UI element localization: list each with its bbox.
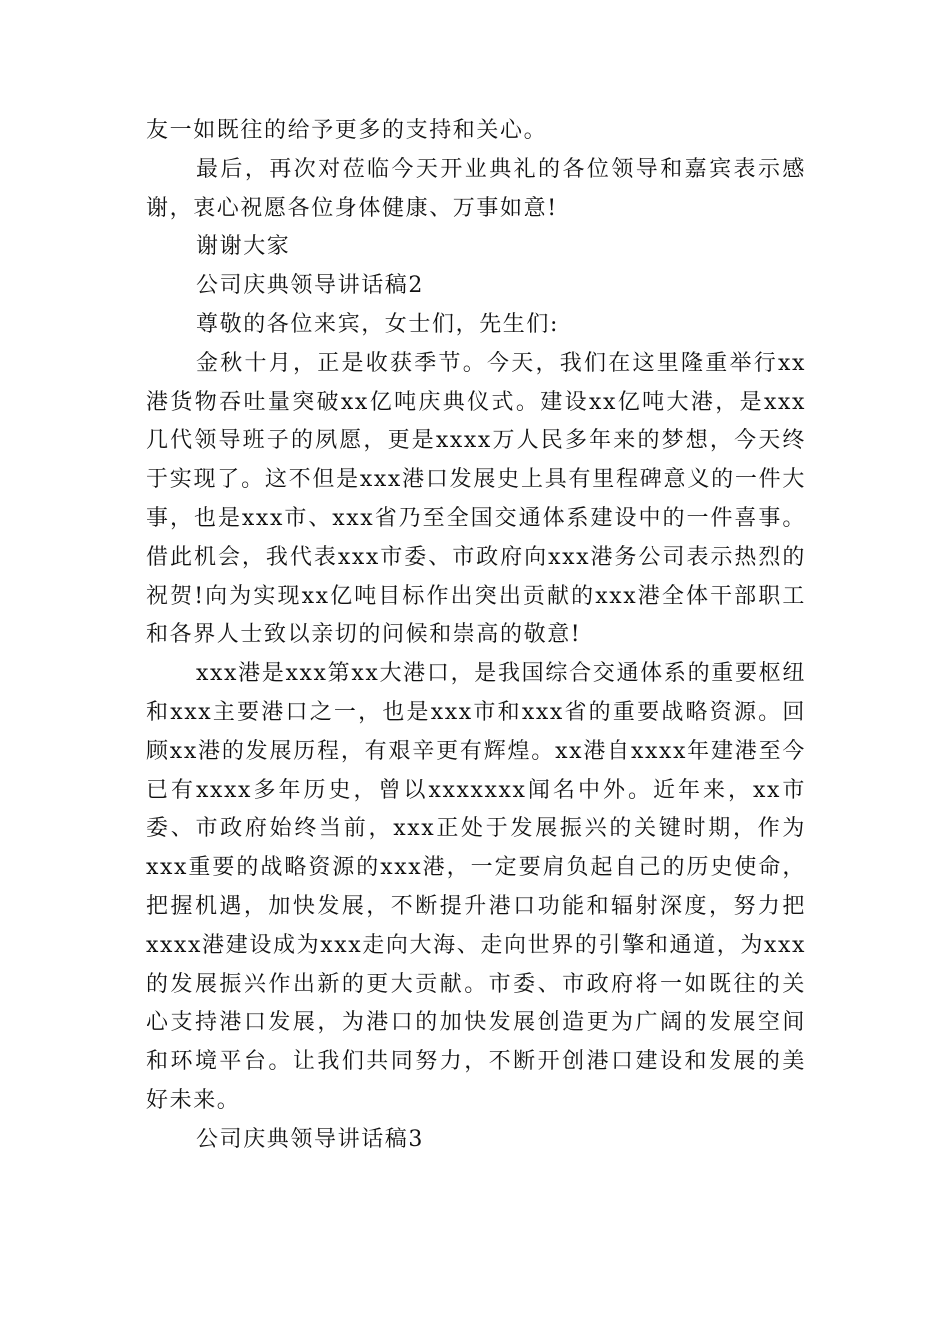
paragraph-continuation: 友一如既往的给予更多的支持和关心。 (146, 118, 548, 143)
paragraph-greeting: 尊敬的各位来宾，女士们，先生们: (196, 311, 560, 337)
paragraph-thank-you: 谢谢大家 (196, 234, 291, 260)
section-heading-speech-3: 公司庆典领导讲话稿3 (196, 1126, 424, 1152)
document-body (146, 112, 806, 1160)
paragraph-closing-thanks: 最后，再次对莅临今天开业典礼的各位领导和嘉宾表示感谢，衷心祝愿各位身体健康、万事如意! (146, 156, 806, 221)
paragraph-port-development: xxx港是xxx第xx大港口，是我国综合交通体系的重要枢纽和xxx主要港口之一，也是xxx市和xxx省的重要战略资源。回顾xx港的发展历程，有艰辛更有辉煌。xx港自xxxx年建港至今已有xxxx多年历史，曾以xxxxxxx闻名中外。近年来，xx市委、市政府始终当前，xxx正处于发展振兴的关键时期，作为xxx重要的战略资源的xxx港，一定要肩负起自己的历史使命，把握机遇，加快发展，不断提升港口功能和辐射深度，努力把xxxx港建设成为xxx走向大海、走向世界的引擎和通道，为xxx的发展振兴作出新的更大贡献。市委、市政府将一如既往的关心支持港口发展，为港口的加快发展创造更为广阔的发展空间和环境平台。让我们共同努力，不断开创港口建设和发展的美好未来。 (146, 661, 806, 1113)
paragraph-celebration: 金秋十月，正是收获季节。今天，我们在这里隆重举行xx港货物吞吐量突破xx亿吨庆典仪式。建设xx亿吨大港，是xxx几代领导班子的夙愿，更是xxxx万人民多年来的梦想，今天终于实现了。这不但是xxx港口发展史上具有里程碑意义的一件大事，也是xxx市、xxx省乃至全国交通体系建设中的一件喜事。借此机会，我代表xxx市委、市政府向xxx港务公司表示热烈的祝贺!向为实现xx亿吨目标作出突出贡献的xxx港全体干部职工和各界人士致以亲切的问候和崇高的敬意! (146, 350, 806, 648)
section-heading-speech-2: 公司庆典领导讲话稿2 (196, 273, 424, 299)
